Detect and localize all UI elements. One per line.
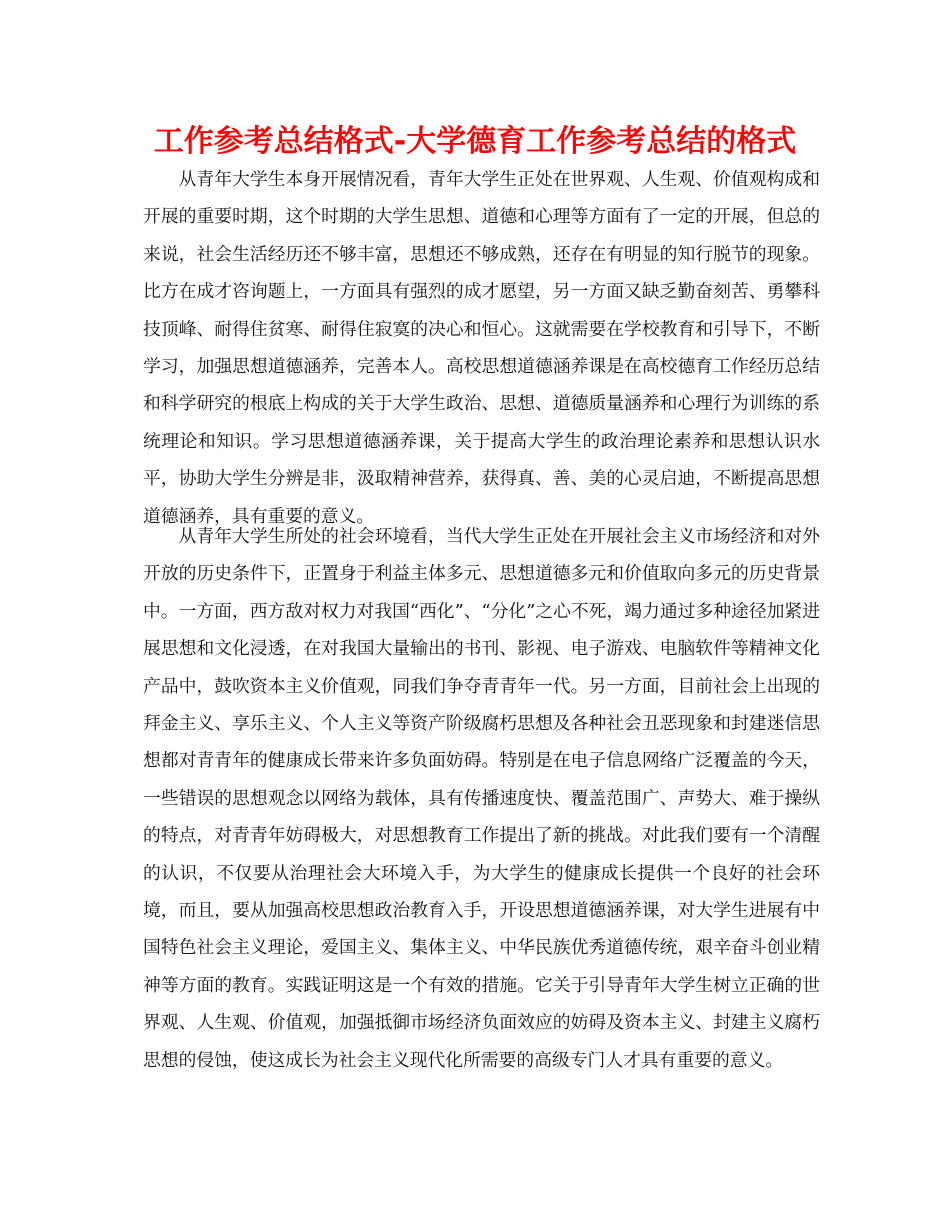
document-title: 工作参考总结格式-大学德育工作参考总结的格式	[153, 124, 797, 159]
paragraph-1: 从青年大学生本身开展情况看，青年大学生正处在世界观、人生观、价值观构成和开展的重要时期，这个时期的大学生思想、道德和心理等方面有了一定的开展，但总的来说，社会生活经历还不够丰富，思想还不够成熟，还存在有明显的知行脱节的现象。比方在成才咨询题上，一方面具有强烈的成才愿望，另一方面又缺乏勤奋刻苦、勇攀科技顶峰、耐得住贫寒、耐得住寂寞的决心和恒心。这就需要在学校教育和引导下，不断学习，加强思想道德涵养，完善本人。高校思想道德涵养课是在高校德育工作经历总结和科学研究的根底上构成的关于大学生政治、思想、道德质量涵养和心理行为训练的系统理论和知识。学习思想道德涵养课，关于提高大学生的政治理论素养和思想认识水平，协助大学生分辨是非，汲取精神营养，获得真、善、美的心灵启迪，不断提高思想道德涵养，具有重要的意义。	[143, 169, 820, 527]
paragraph-2: 从青年大学生所处的社会环境看，当代大学生正处在开展社会主义市场经济和对外开放的历史条件下，正置身于利益主体多元、思想道德多元和价值取向多元的历史背景中。一方面，西方敌对权力对我国“西化”、“分化”之心不死，竭力通过多种途径加紧进展思想和文化浸透，在对我国大量输出的书刊、影视、电子游戏、电脑软件等精神文化产品中，鼓吹资本主义价值观，同我们争夺青青年一代。另一方面，目前社会上出现的拜金主义、享乐主义、个人主义等资产阶级腐朽思想及各种社会丑恶现象和封建迷信思想都对青青年的健康成长带来许多负面妨碍。特别是在电子信息网络广泛覆盖的今天，一些错误的思想观念以网络为载体，具有传播速度快、覆盖范围广、声势大、难于操纵的特点，对青青年妨碍极大，对思想教育工作提出了新的挑战。对此我们要有一个清醒的认识，不仅要从治理社会大环境入手，为大学生的健康成长提供一个良好的社会环境，而且，要从加强高校思想政治教育入手，开设思想道德涵养课，对大学生进展有中国特色社会主义理论，爱国主义、集体主义、中华民族优秀道德传统，艰辛奋斗创业精神等方面的教育。实践证明这是一个有效的措施。它关于引导青年大学生树立正确的世界观、人生观、价值观，加强抵御市场经济负面效应的妨碍及资本主义、封建主义腐朽思想的侵蚀，使这成长为社会主义现代化所需要的高级专门人才具有重要的意义。	[143, 526, 820, 1071]
